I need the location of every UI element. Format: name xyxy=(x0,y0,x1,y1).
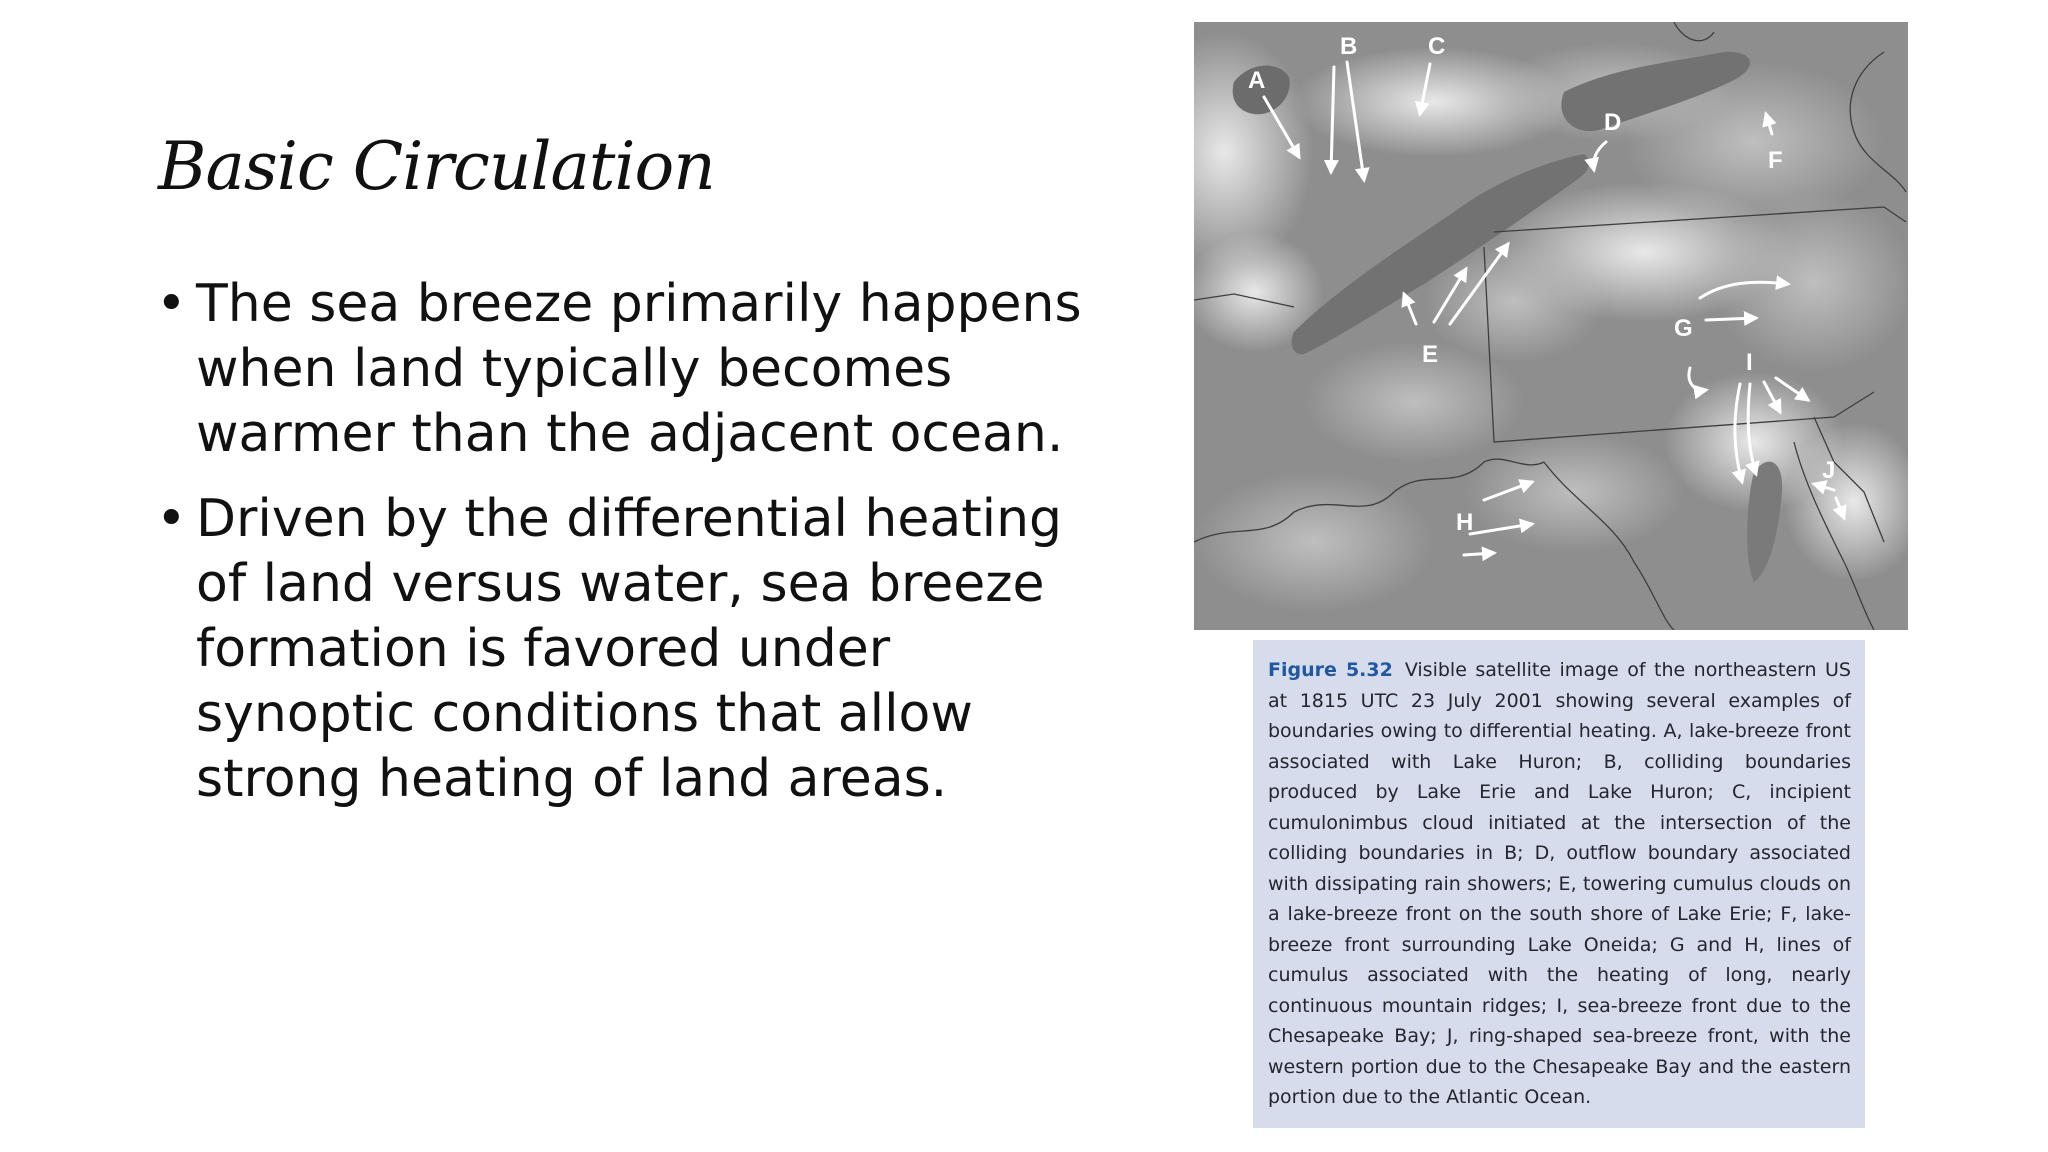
caption-label: Figure 5.32 xyxy=(1268,659,1393,681)
bullet-item xyxy=(150,272,1110,467)
satellite-image xyxy=(1194,22,1908,630)
map-label-h: H xyxy=(1456,509,1474,536)
map-label-d: D xyxy=(1604,109,1622,136)
bullet-marker: • xyxy=(156,274,187,334)
bullet-text: The sea breeze primarily happens when land typically becomes warmer than the adjacent ocean. xyxy=(196,274,1082,464)
bullet-list xyxy=(150,272,1110,832)
map-label-a: A xyxy=(1248,67,1266,94)
map-label-f: F xyxy=(1768,147,1783,174)
arrow-h3 xyxy=(1464,553,1494,555)
bullet-marker: • xyxy=(156,489,187,549)
bullet-item xyxy=(150,487,1110,812)
arrow-g2 xyxy=(1706,318,1756,320)
map-label-b: B xyxy=(1340,33,1358,60)
slide-title: Basic Circulation xyxy=(158,128,715,205)
figure-caption xyxy=(1253,640,1865,1128)
caption-text: Visible satellite image of the northeastern US at 1815 UTC 23 July 2001 showing several examples of boundaries owing to differential heating. A, lake-breeze front associated with Lake Huron; B, colliding boundaries produced by Lake Erie and Lake Huron; C, incipient cumulonimbus cloud initiated at the intersection of the colliding boundaries in B; D, outflow boundary associated with dissipating rain showers; E, towering cumulus clouds on a lake-breeze front on the south shore of Lake Erie; F, lake-breeze front surrounding Lake Oneida; G and H, lines of cumulus associated with the heating of long, nearly continuous mountain ridges; I, sea-breeze front due to the Chesapeake Bay; J, ring-shaped sea-breeze front, with the western portion due to the Chesapeake Bay and the eastern portion due to the Atlantic Ocean. xyxy=(1268,659,1851,1108)
bullet-text: Driven by the differential heating of land versus water, sea breeze formation is favored under synoptic conditions that allow strong heating of land areas. xyxy=(196,489,1063,809)
map-label-c: C xyxy=(1428,33,1446,60)
map-label-j: J xyxy=(1822,457,1836,484)
cloud-field xyxy=(1194,32,1908,612)
map-label-e: E xyxy=(1422,341,1439,368)
map-label-g: G xyxy=(1674,315,1693,342)
satellite-map xyxy=(1194,22,1908,630)
map-label-i: I xyxy=(1746,349,1753,376)
